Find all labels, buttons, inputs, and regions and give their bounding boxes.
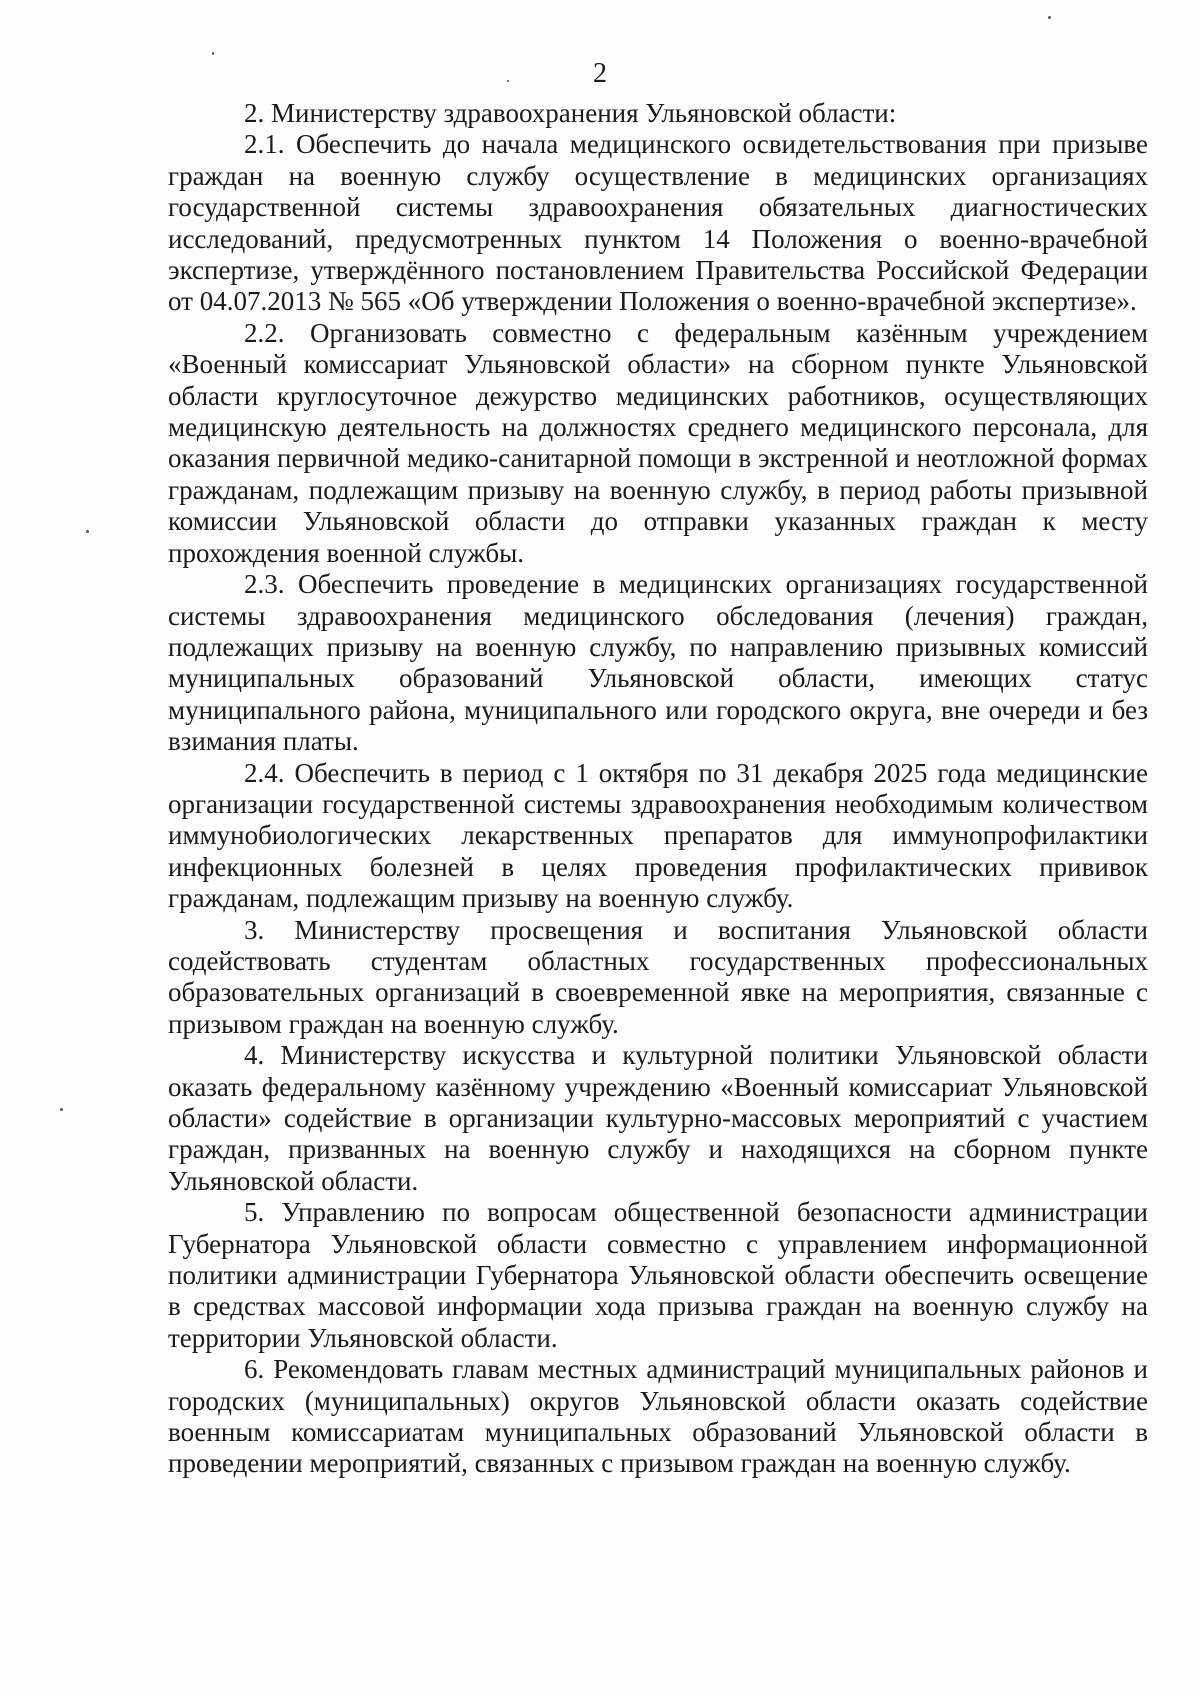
scan-speck: [1048, 16, 1051, 19]
page-number: 2: [593, 58, 607, 89]
paragraph-6: 6. Рекомендовать главам местных администраций муниципальных районов и городских (муниципальных) округов Ульяновской области оказать содействие военным комиссариатам муниципальных образований Ульяновской области в проведении мероприятий, связанных с призывом граждан на военную службу.: [168, 1354, 1148, 1479]
paragraph-3: 3. Министерству просвещения и воспитания Ульяновской области содействовать студентам областных государственных профессиональных образовательных организаций в своевременной явке на мероприятия, связанные с призывом граждан на военную службу.: [168, 914, 1148, 1039]
paragraph-4: 4. Министерству искусства и культурной политики Ульяновской области оказать федеральному казённому учреждению «Военный комиссариат Ульяновской области» содействие в организации культурно-массовых мероприятий с участием граждан, призванных на военную службу и находящихся на сборном пункте Ульяновской области.: [168, 1040, 1148, 1196]
paragraph-5: 5. Управлению по вопросам общественной безопасности администрации Губернатора Ульяновской области совместно с управлением информационной политики администрации Губернатора Ульяновской области обеспечить освещение в средствах массовой информации хода призыва граждан на военную службу на территории Ульяновской области.: [168, 1197, 1148, 1353]
paragraph-2-2: 2.2. Организовать совместно с федеральным казённым учреждением «Военный комиссариат Ульяновской области» на сборном пункте Ульяновской области круглосуточное дежурство медицинских работников, осуществляющих медицинскую деятельность на должностях среднего медицинского персонала, для оказания первичной медико-санитарной помощи в экстренной и неотложной формах гражданам, подлежащим призыву на военную службу, в период работы призывной комиссии Ульяновской области до отправки указанных граждан к месту прохождения военной службы.: [168, 317, 1148, 568]
scan-speck: [86, 530, 89, 533]
document-body: [168, 98, 1148, 1480]
paragraph-2: 2. Министерству здравоохранения Ульяновской области:: [244, 98, 897, 128]
paragraph-2-3: 2.3. Обеспечить проведение в медицинских организациях государственной системы здравоохранения медицинского обследования (лечения) граждан, подлежащих призыву на военную службу, по направлению призывных комиссий муниципальных образований Ульяновской области, имеющих статус муниципального района, муниципального или городского округа, вне очереди и без взимания платы.: [168, 569, 1148, 757]
scan-speck: [60, 1108, 63, 1111]
paragraph-2-1: 2.1. Обеспечить до начала медицинского освидетельствования при призыве граждан на военную службу осуществление в медицинских организациях государственной системы здравоохранения обязательных диагностических исследований, предусмотренных пунктом 14 Положения о военно-врачебной экспертизе, утверждённого постановлением Правительства Российской Федерации от 04.07.2013 № 565 «Об утверждении Положения о военно-врачебной экспертизе».: [168, 129, 1148, 317]
paragraph-2-4: 2.4. Обеспечить в период с 1 октября по 31 декабря 2025 года медицинские организации государственной системы здравоохранения необходимым количеством иммунобиологических лекарственных препаратов для иммунопрофилактики инфекционных болезней в целях проведения профилактических прививок гражданам, подлежащим призыву на военную службу.: [168, 757, 1148, 914]
